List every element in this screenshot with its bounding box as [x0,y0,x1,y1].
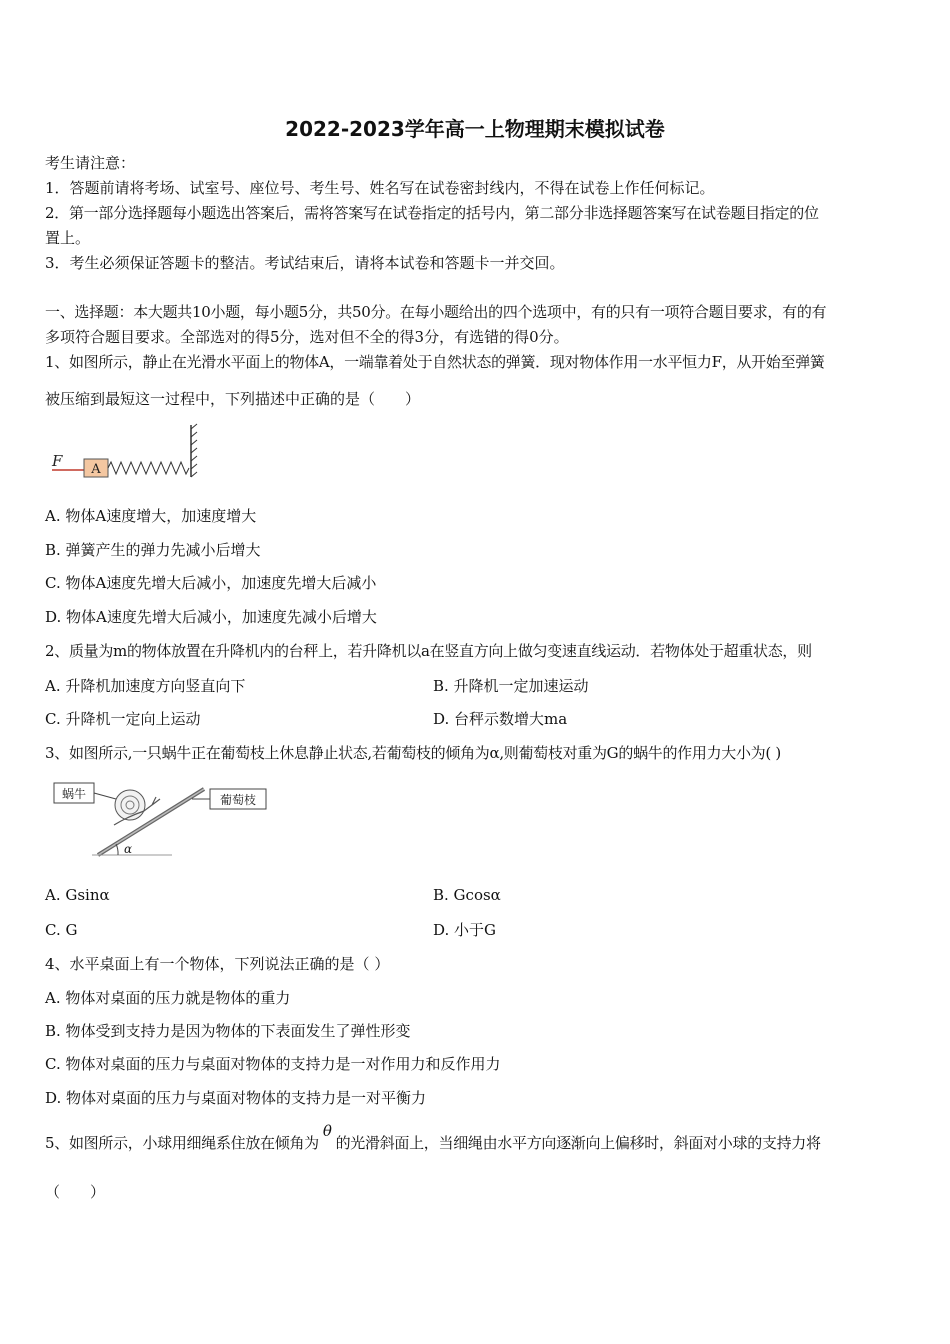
notice-item: 置上。 [45,229,91,247]
question-2-option: C. 升降机一定向上运动 [45,710,201,728]
section-intro: 多项符合题目要求。全部选对的得5分，选对但不全的得3分，有选错的得0分。 [45,328,569,346]
question-5-blank: （ ） [45,1183,106,1201]
question-3-option: A. Gsinα [45,886,110,904]
question-1-stem: 被压缩到最短这一过程中，下列描述中正确的是（ ） [45,390,421,408]
notice-item: 2．第一部分选择题每小题选出答案后，需将答案写在试卷指定的括号内，第二部分非选择题答案写在试卷题目指定的位 [45,204,819,222]
question-5-stem-part1: 5、如图所示，小球用细绳系住放在倾角为 [45,1134,319,1152]
question-3-option: B. Gcosα [433,886,501,904]
spring [108,462,189,474]
question-2-option: A. 升降机加速度方向竖直向下 [45,677,246,695]
angle-arc [116,844,118,855]
question-4-option: A. 物体对桌面的压力就是物体的重力 [45,989,291,1007]
branch-label: 葡萄枝 [219,793,257,807]
spring-block-figure [48,421,202,481]
snail-pointer [94,793,116,799]
snail-branch-figure [52,775,274,861]
theta-symbol: θ [322,1122,332,1140]
question-4-option: C. 物体对桌面的压力与桌面对物体的支持力是一对作用力和反作用力 [45,1055,501,1073]
question-1-stem: 1、如图所示，静止在光滑水平面上的物体A，一端靠着处于自然状态的弹簧．现对物体作用一水平恒力F，从开始至弹簧 [45,353,825,371]
angle-label: α [124,842,133,856]
question-1-option: D. 物体A速度先增大后减小，加速度先减小后增大 [45,608,377,626]
question-5-stem-part2: 的光滑斜面上，当细绳由水平方向逐渐向上偏移时，斜面对小球的支持力将 [335,1134,821,1152]
question-4-option: B. 物体受到支持力是因为物体的下表面发生了弹性形变 [45,1022,411,1040]
question-2-stem: 2、质量为m的物体放置在升降机内的台秤上，若升降机以a在竖直方向上做匀变速直线运动．若物体处于超重状态，则 [45,642,812,660]
question-3-option: D. 小于G [433,921,497,939]
page-title: 2022-2023学年高一上物理期末模拟试卷 [285,117,665,141]
force-label: F [52,452,63,470]
question-1-option: B. 弹簧产生的弹力先减小后增大 [45,541,261,559]
question-2-option: B. 升降机一定加速运动 [433,677,589,695]
question-2-option: D. 台秤示数增大ma [433,710,568,728]
question-5-stem [45,1122,907,1153]
question-1-option: A. 物体A速度增大，加速度增大 [45,507,257,525]
section-intro: 一、选择题：本大题共10小题，每小题5分，共50分。在每小题给出的四个选项中，有的只有一项符合题目要求，有的有 [45,303,827,321]
notice-item: 1．答题前请将考场、试室号、座位号、考生号、姓名写在试卷密封线内，不得在试卷上作任何标记。 [45,179,715,197]
notice-heading: 考生请注意： [45,154,136,172]
question-3-stem: 3、如图所示,一只蜗牛正在葡萄枝上休息静止状态,若葡萄枝的倾角为α,则葡萄枝对重为G的蜗牛的作用力大小为( ) [45,744,781,762]
snail-shell [115,790,145,820]
block-label: A [91,462,101,477]
question-1-option: C. 物体A速度先增大后减小，加速度先增大后减小 [45,574,377,592]
notice-item: 3．考生必须保证答题卡的整洁。考试结束后，请将本试卷和答题卡一并交回。 [45,254,565,272]
question-4-option: D. 物体对桌面的压力与桌面对物体的支持力是一对平衡力 [45,1089,427,1107]
question-3-option: C. G [45,921,78,939]
wall-hatching [191,424,197,477]
question-4-stem: 4、水平桌面上有一个物体，下列说法正确的是（ ） [45,955,390,973]
snail-label: 蜗牛 [61,787,87,801]
